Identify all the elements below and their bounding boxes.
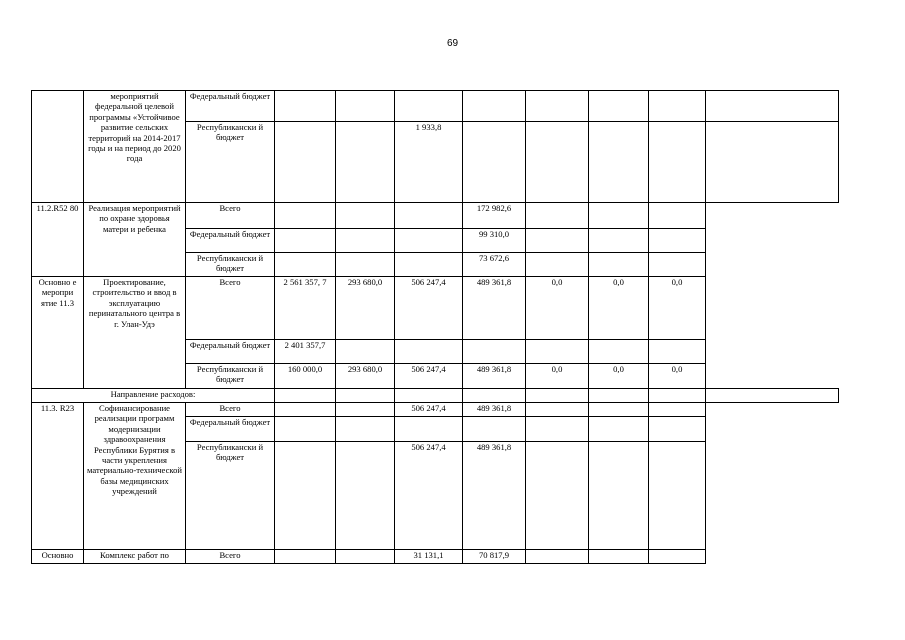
source-label: Федеральный бюджет xyxy=(186,91,275,122)
value-cell: 506 247,4 xyxy=(395,403,463,417)
value-cell: 506 247,4 xyxy=(395,277,463,340)
value-cell: 0,0 xyxy=(589,277,649,340)
source-label: Федеральный бюджет xyxy=(186,229,275,253)
source-label: Республикански й бюджет xyxy=(186,122,275,203)
source-label: Всего xyxy=(186,203,275,229)
table-row xyxy=(32,91,839,122)
value-cell: 489 361,8 xyxy=(463,442,526,550)
value-cell: 99 310,0 xyxy=(463,229,526,253)
value-cell: 1 933,8 xyxy=(395,122,463,203)
table-row xyxy=(32,389,839,403)
value-cell: 0,0 xyxy=(526,364,589,389)
source-label: Республикански й бюджет xyxy=(186,364,275,389)
source-label: Республикански й бюджет xyxy=(186,253,275,277)
value-cell: 2 561 357, 7 xyxy=(275,277,336,340)
row-code xyxy=(32,91,84,203)
page-number: 69 xyxy=(446,38,459,49)
row-name: Софинансирование реализации программ модернизации здравоохранения Республики Бурятия в части укрепления материально-технической базы медицинских учреждений xyxy=(84,403,186,550)
value-cell: 0,0 xyxy=(526,277,589,340)
row-name: Реализация мероприятий по охране здоровья матери и ребенка xyxy=(84,203,186,277)
value-cell: 0,0 xyxy=(649,364,706,389)
row-code: 11.2.R52 80 xyxy=(32,203,84,277)
table-row xyxy=(32,203,839,229)
row-name: мероприятий федеральной целевой программы «Устойчивое развитие сельских территорий на 2014-2017 годы и на период до 2020 года xyxy=(84,91,186,203)
source-label: Всего xyxy=(186,403,275,417)
source-label: Федеральный бюджет xyxy=(186,417,275,442)
table-row xyxy=(32,403,839,417)
table-row xyxy=(32,277,839,340)
source-label: Всего xyxy=(186,277,275,340)
direction-label: Направление расходов: xyxy=(32,389,275,403)
row-code: Основно xyxy=(32,550,84,564)
value-cell: 70 817,9 xyxy=(463,550,526,564)
value-cell: 293 680,0 xyxy=(336,277,395,340)
source-label: Федеральный бюджет xyxy=(186,340,275,364)
value-cell: 2 401 357,7 xyxy=(275,340,336,364)
value-cell: 489 361,8 xyxy=(463,277,526,340)
value-cell: 489 361,8 xyxy=(463,403,526,417)
value-cell: 293 680,0 xyxy=(336,364,395,389)
value-cell: 0,0 xyxy=(649,277,706,340)
row-code: Основно е меропри ятие 11.3 xyxy=(32,277,84,389)
source-label: Всего xyxy=(186,550,275,564)
value-cell: 73 672,6 xyxy=(463,253,526,277)
value-cell: 0,0 xyxy=(589,364,649,389)
budget-table xyxy=(31,90,839,564)
row-name: Проектирование, строительство и ввод в эксплуатацию перинатального центра в г. Улан-Удэ xyxy=(84,277,186,389)
value-cell: 172 982,6 xyxy=(463,203,526,229)
value-cell: 506 247,4 xyxy=(395,442,463,550)
row-name: Комплекс работ по xyxy=(84,550,186,564)
table-row xyxy=(32,550,839,564)
value-cell: 160 000,0 xyxy=(275,364,336,389)
source-label: Республикански й бюджет xyxy=(186,442,275,550)
value-cell: 31 131,1 xyxy=(395,550,463,564)
value-cell: 489 361,8 xyxy=(463,364,526,389)
row-code: 11.3. R23 xyxy=(32,403,84,550)
value-cell: 506 247,4 xyxy=(395,364,463,389)
